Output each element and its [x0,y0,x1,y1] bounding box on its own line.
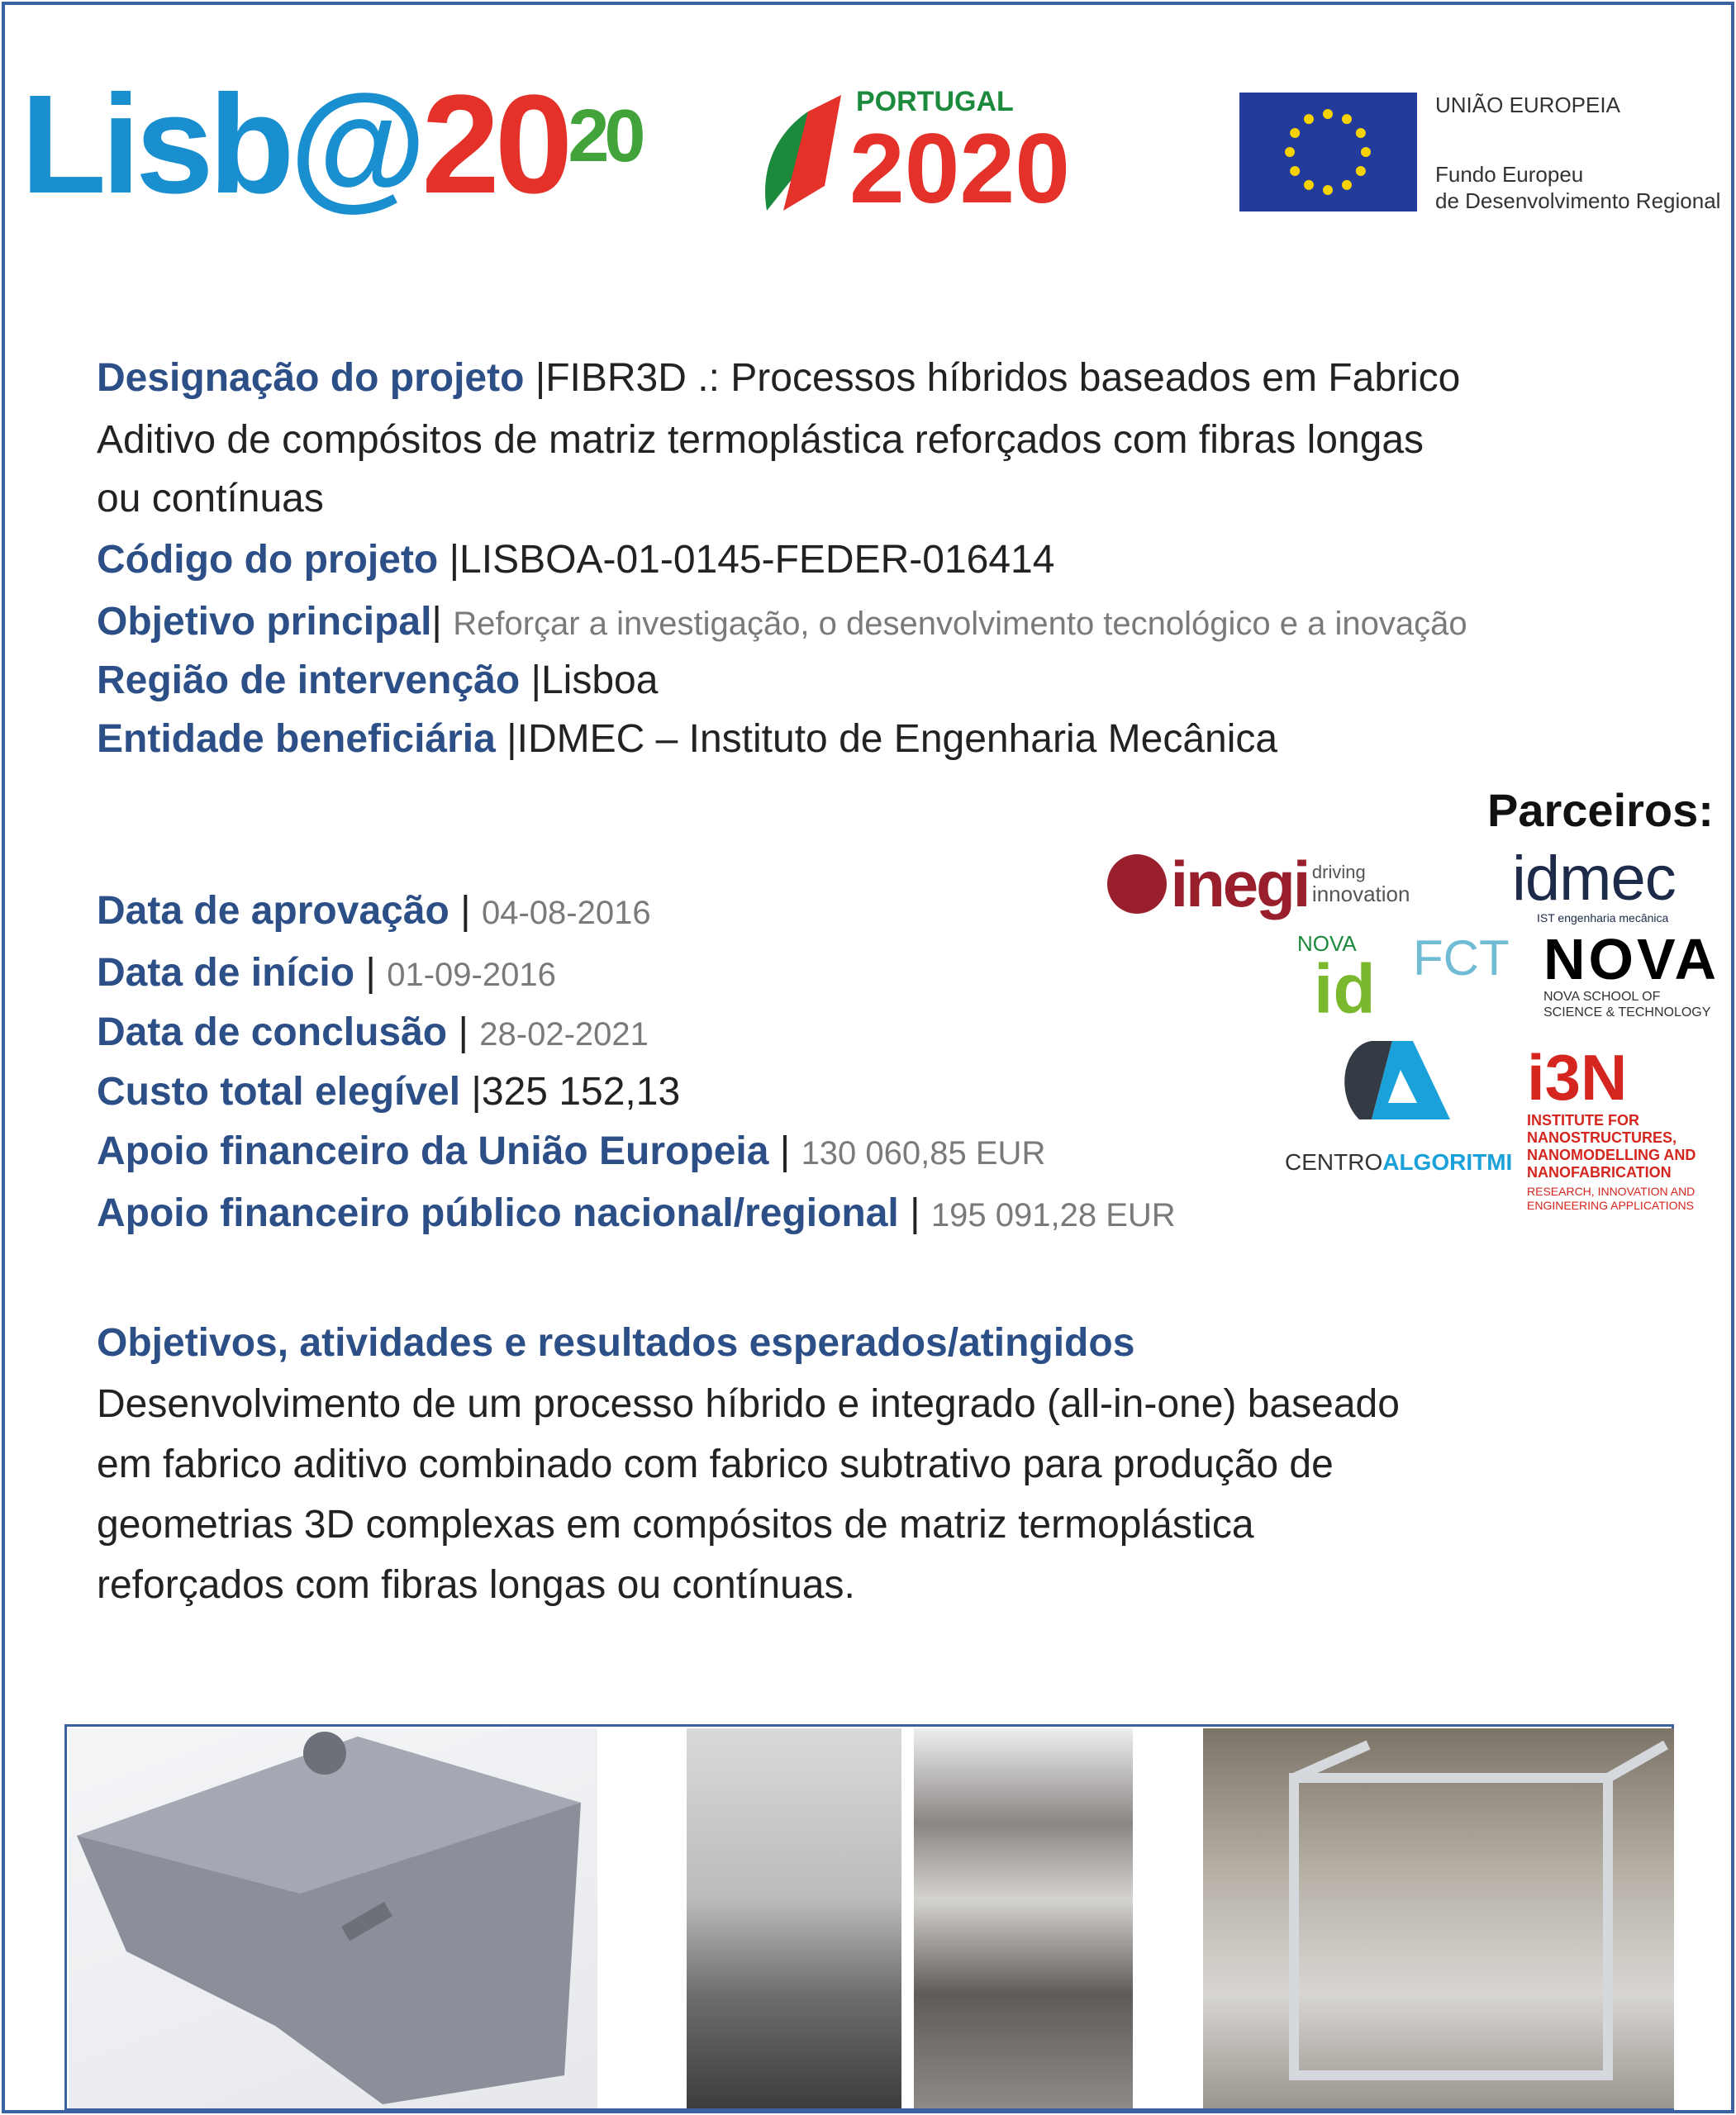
project-designation-cont: ou contínuas [97,477,324,520]
eu-star-icon [1304,180,1314,190]
national-funding [97,1189,1176,1240]
region [97,656,658,706]
eu-star-icon [1361,147,1371,157]
label: Data de conclusão [97,1010,448,1054]
portugal-2020-logo [759,86,1147,224]
nova-id-fct-logo [1297,930,1512,1028]
start-date [97,948,556,1000]
eu-star-icon [1304,114,1314,124]
value: 04-08-2016 [481,895,651,931]
beneficiary [97,715,1277,764]
inegi-tag: innovation [1311,882,1410,906]
approval-date [97,886,651,938]
separator: | [354,951,388,995]
centro-algoritmi-logo [1285,1037,1516,1177]
nova-id-label: NOVA [1297,931,1357,956]
idmec-logo [1512,844,1676,924]
eu-star-icon [1342,180,1352,190]
eu-flag [1239,93,1417,212]
eu-star-icon [1356,128,1366,138]
algoritmi-symbol-icon [1334,1037,1458,1128]
label: Custo total elegível [97,1070,461,1114]
objectives-line: reforçados com fibras longas ou contínuas. [97,1563,855,1607]
separator: | [431,600,454,644]
value: 130 060,85 EUR [801,1135,1046,1172]
3d-printer-photo [1203,1728,1674,2108]
i3n-sub: NANOMODELLING AND [1527,1147,1696,1163]
project-designation-cont: Aditivo de compósitos de matriz termoplástica reforçados com fibras longas [97,418,1424,462]
objectives-line: em fabrico aditivo combinado com fabrico subtrativo para produção de [97,1442,1334,1486]
eu-funding [97,1127,1045,1178]
value: |Lisboa [520,658,659,702]
nova-sub: NOVA SCHOOL OF [1543,990,1661,1004]
i3n-sub: RESEARCH, INNOVATION AND [1527,1185,1696,1198]
label: Entidade beneficiária [97,717,496,761]
eu-star-icon [1290,166,1300,176]
label: Apoio financeiro da União Europeia [97,1129,769,1173]
extrusion-photo [687,1728,901,2108]
inegi-logo [1107,848,1410,920]
separator: | [898,1191,931,1235]
eu-star-icon [1342,114,1352,124]
nova-sub: SCIENCE & TECHNOLOGY [1543,1005,1711,1019]
objectives-line: geometrias 3D complexas em compósitos de matriz termoplástica [97,1503,1254,1547]
cad-part-render [69,1728,597,2108]
photo-strip [64,1724,1674,2111]
objectives-heading: Objetivos, atividades e resultados esperados/atingidos [97,1321,1135,1365]
value: 195 091,28 EUR [930,1197,1176,1233]
project-code [97,535,1054,585]
value: Reforçar a investigação, o desenvolvimento tecnológico e a inovação [453,606,1467,642]
label: Região de intervenção [97,658,521,702]
eu-title: UNIÃO EUROPEIA [1435,93,1620,117]
eu-star-icon [1285,147,1295,157]
eu-star-icon [1323,185,1333,195]
lisboa-2020-logo: $Lisb@20^{20}$ [21,66,641,223]
separator: | [460,1070,482,1114]
value: |LISBOA-01-0145-FEDER-016414 [438,538,1055,582]
idmec-name: idmec [1512,844,1676,914]
label: Código do projeto [97,538,439,582]
portugal-flag-icon [759,95,841,219]
i3n-name: i3N [1527,1041,1628,1114]
label: Objetivo principal [97,600,432,644]
nova-id-id: id [1314,950,1376,1028]
value: 325 152,13 [481,1070,681,1114]
inegi-name: inegi [1170,848,1309,920]
eu-fund-2: de Desenvolvimento Regional [1435,188,1721,213]
label: Data de aprovação [97,889,449,933]
value: |IDMEC – Instituto de Engenharia Mecânica [495,717,1278,761]
idmec-sub: IST engenharia mecânica [1537,911,1669,924]
value: |FIBR3D .: Processos híbridos baseados em Fabrico [524,356,1461,400]
end-date [97,1008,649,1059]
algoritmi-1: CENTRO [1285,1149,1383,1175]
project-designation [97,354,1460,403]
label: Data de início [97,951,355,995]
separator: | [768,1129,801,1173]
eu-star-icon [1290,128,1300,138]
eu-fund-1: Fundo Europeu [1435,162,1584,187]
label: Designação do projeto [97,356,525,400]
i3n-logo [1527,1043,1696,1213]
value: 01-09-2016 [387,957,556,993]
main-objective [97,597,1467,649]
value: 28-02-2021 [479,1016,649,1053]
separator: | [449,889,482,933]
total-cost [97,1067,680,1117]
eu-star-icon [1323,109,1333,119]
separator: | [447,1010,480,1054]
label: Apoio financeiro público nacional/regional [97,1191,899,1235]
i3n-sub: INSTITUTE FOR [1527,1112,1639,1129]
nova-id-fct: FCT [1413,930,1510,986]
nova-sst-logo [1543,929,1719,1020]
partners-title: Parceiros: [1487,784,1714,836]
inegi-tag: driving [1311,862,1366,882]
cad-model-image [69,1728,597,2108]
i3n-sub: ENGINEERING APPLICATIONS [1527,1199,1695,1212]
portugal-year: 2020 [849,113,1070,224]
i3n-sub: NANOFABRICATION [1527,1164,1672,1181]
printer-frame-image [1203,1728,1674,2108]
tensile-test-photo [914,1728,1133,2108]
portugal-label: PORTUGAL [856,86,1014,117]
i3n-sub: NANOSTRUCTURES, [1527,1129,1677,1146]
nova-name: NOVA [1543,927,1720,991]
eu-star-icon [1356,166,1366,176]
eu-stars-icon [1239,93,1417,212]
algoritmi-2: ALGORITMI [1382,1149,1513,1175]
objectives-line: Desenvolvimento de um processo híbrido e integrado (all-in-one) baseado [97,1382,1400,1426]
